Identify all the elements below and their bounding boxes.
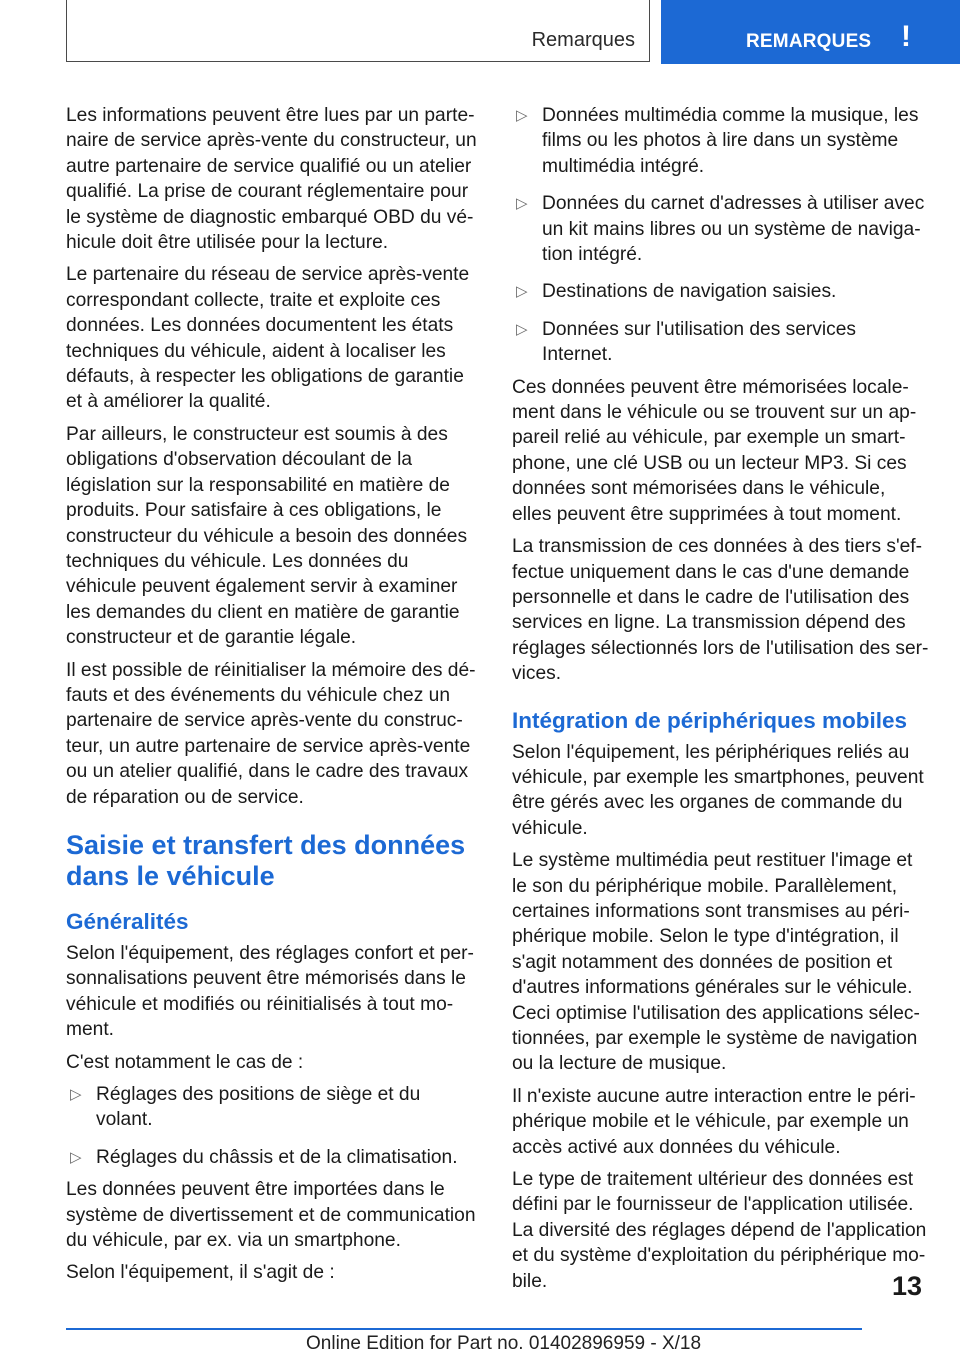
list-item-text: Données multimédia comme la musique, les films ou les photos à lire dans un système multimédia intégré.	[542, 105, 919, 177]
list-item	[66, 1145, 478, 1170]
triangle-bullet-icon: ▷	[516, 283, 528, 301]
footer-divider	[66, 1328, 862, 1330]
subsection-heading: Généralités	[66, 908, 189, 934]
triangle-bullet-icon: ▷	[70, 1086, 82, 1103]
left-column	[66, 103, 478, 1293]
list-item	[512, 103, 930, 179]
chapter-tab	[661, 0, 960, 64]
paragraph: Il n'existe aucune autre interaction entre le périphérique mobile et le véhicule, par exemple un accès activé aux données du véhicule.	[512, 1085, 916, 1158]
triangle-bullet-icon: ▷	[516, 320, 528, 338]
triangle-bullet-icon: ▷	[516, 195, 528, 213]
list-item	[66, 1082, 478, 1133]
list-item	[512, 317, 930, 368]
paragraph: Le partenaire du réseau de service après-vente correspondant collecte, traite et exploite ces données. Les données documentent les états techniques du véhicule, aident à localiser les défauts, à respecter les obligations de garantie et à améliorer la qualité.	[66, 264, 470, 413]
section-title: Remarques	[531, 29, 635, 51]
paragraph: C'est notamment le cas de :	[66, 1051, 304, 1073]
paragraph: Selon l'équipement, il s'agit de :	[66, 1262, 335, 1284]
list-item	[512, 191, 930, 267]
header-section-box	[66, 0, 650, 62]
page-number: 13	[892, 1271, 923, 1301]
paragraph: Les informations peuvent être lues par un partenaire de service après-vente du constructeur, un autre partenaire de service qualifié ou un atelier qualifié. La prise de courant réglementaire pour le système de diagnostic embarqué OBD du véhicule doit être utilisée pour la lecture.	[66, 105, 477, 254]
paragraph: Selon l'équipement, les périphériques reliés au véhicule, par exemple les smartphones, peuvent être gérés avec les organes de commande du véhicule.	[512, 741, 924, 839]
list-item-text: Données du carnet d'adresses à utiliser avec un kit mains libres ou un système de navigation intégré.	[542, 193, 925, 266]
list-item-text: Réglages des positions de siège et du volant.	[96, 1084, 421, 1131]
right-column	[512, 103, 930, 1301]
list-item-text: Destinations de navigation saisies.	[542, 281, 837, 303]
list-item	[512, 279, 930, 304]
footer-edition-text: Online Edition for Part no. 01402896959 - X/18	[306, 1333, 702, 1354]
paragraph: La transmission de ces données à des tiers s'effectue uniquement dans le cas d'une demande personnelle et dans le cadre de l'utilisation des services en ligne. La transmission dépend des réglages sélectionnés lors de l'utilisation des services.	[512, 536, 929, 685]
paragraph: Les données peuvent être importées dans le système de divertissement et de communication du véhicule, par ex. via un smartphone.	[66, 1179, 476, 1252]
exclamation-icon: !	[901, 20, 911, 53]
paragraph: Il est possible de réinitialiser la mémoire des défauts et des événements du véhicule chez un partenaire de service après-vente du constructeur, un autre partenaire de service après-vente ou un atelier qualifié, dans le cadre des travaux de réparation ou de service.	[66, 659, 476, 808]
chapter-title: REMARQUES	[746, 31, 872, 52]
paragraph: Ces données peuvent être mémorisées localement dans le véhicule ou se trouvent sur un appareil relié au véhicule, par exemple un smartphone, une clé USB ou un lecteur MP3. Si ces données sont mémorisées dans le véhicule, elles peuvent être supprimées à tout moment.	[512, 376, 917, 525]
paragraph: Par ailleurs, le constructeur est soumis à des obligations d'observation découlant de la législation sur la responsabilité en matière de produits. Pour satisfaire à ces obligations, le constructeur du véhicule a besoin des données techniques du véhicule. Les données du véhicule peuvent également servir à examiner les demandes du client en matière de garantie constructeur et de garantie légale.	[66, 423, 468, 649]
subsection-heading: Intégration de périphériques mobiles	[512, 707, 908, 733]
list-item-text: Données sur l'utilisation des services Internet.	[542, 318, 857, 366]
list-item-text: Réglages du châssis et de la climatisation.	[96, 1146, 458, 1168]
paragraph: Le système multimédia peut restituer l'image et le son du périphérique mobile. Parallèlement, certaines informations sont transmises au périphérique mobile. Selon le type d'intégration, il s'agit notamment des données de position et d'autres informations générales sur le véhicule. Ceci optimise l'utilisation des applications sélectionnées, par exemple le système de navigation ou la lecture de musique.	[512, 850, 920, 1075]
section-heading: Saisie et transfert des données dans le véhicule	[66, 829, 466, 891]
paragraph: Le type de traitement ultérieur des données est défini par le fournisseur de l'application utilisée. La diversité des réglages dépend de l'application et du système d'exploitation du périphérique mobile.	[512, 1169, 927, 1292]
triangle-bullet-icon: ▷	[70, 1148, 82, 1166]
triangle-bullet-icon: ▷	[516, 107, 528, 124]
paragraph: Selon l'équipement, des réglages confort et personnalisations peuvent être mémorisés dans le véhicule et modifiés ou réinitialisés à tout moment.	[66, 942, 474, 1041]
